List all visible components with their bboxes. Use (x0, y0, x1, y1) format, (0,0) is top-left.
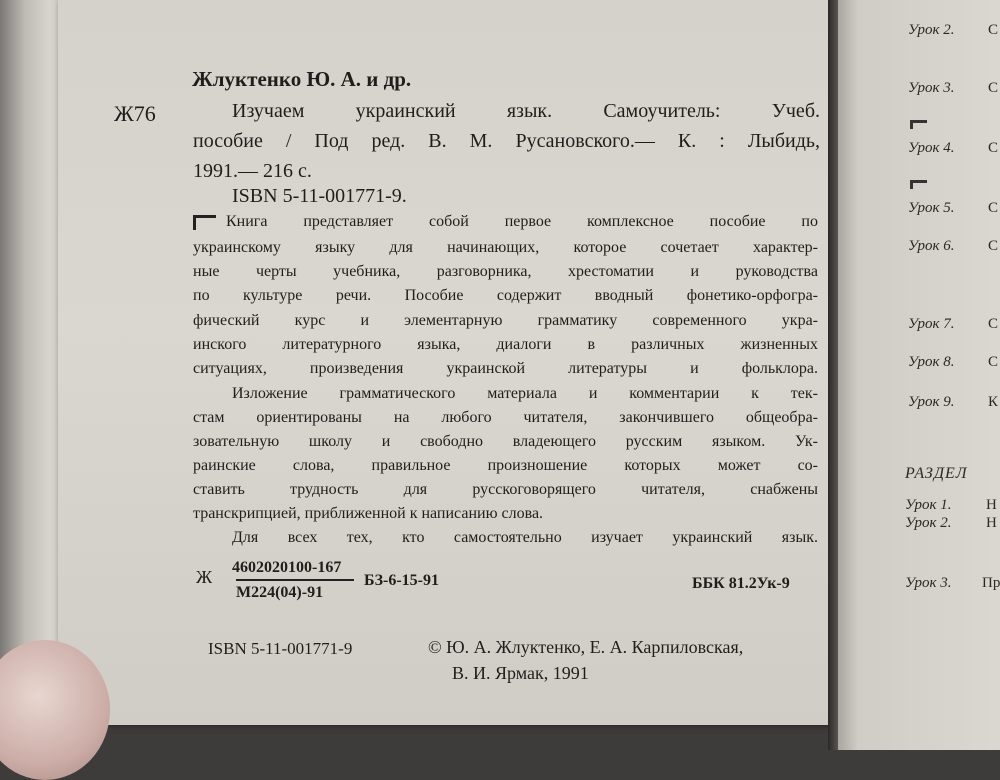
copyright-line-2: В. И. Ярмак, 1991 (452, 663, 589, 683)
annotation-line-6: инского литературного языка, диалоги в различных жизненных (193, 336, 818, 353)
toc-lesson: Урок 6. (908, 238, 955, 254)
toc-fragment: С (988, 22, 999, 38)
toc-fragment: С (988, 354, 999, 370)
toc-fragment: С (988, 316, 999, 332)
title-line-1: Изучаем украинский язык. Самоучитель: Учеб. (232, 100, 820, 122)
annotation-line-13: транскрипцией, приближенной к написанию слова. (193, 505, 544, 522)
table-of-contents-page (838, 0, 1000, 750)
index-numerator: 4602020100-167 (232, 559, 342, 576)
paragraph-mark-icon (910, 180, 927, 189)
annotation-line-4: по культуре речи. Пособие содержит вводный фонетико-орфогра- (193, 287, 818, 304)
toc-lesson: Урок 9. (908, 394, 955, 410)
index-prefix: Ж (196, 567, 213, 587)
toc-fragment: Пр (982, 575, 1000, 591)
toc-lesson: Урок 2. (908, 22, 955, 38)
toc-fragment: К (988, 394, 999, 410)
annotation-line-12: ставить трудность для русскоговорящего читателя, снабжены (193, 481, 818, 498)
toc-fragment: С (988, 80, 999, 96)
toc-lesson: Урок 3. (905, 575, 952, 591)
toc-section-heading: РАЗДЕЛ (905, 465, 968, 482)
title-line-3: 1991.— 216 с. (193, 160, 312, 182)
annotation-line-11: раинские слова, правильное произношение которых может со- (193, 457, 818, 474)
annotation-line-14: Для всех тех, кто самостоятельно изучает украинский язык. (232, 529, 818, 546)
catalog-code: Ж76 (114, 101, 156, 126)
author-header: Жлуктенко Ю. А. и др. (192, 67, 412, 91)
paragraph-mark-icon (193, 215, 216, 230)
toc-lesson: Урок 8. (908, 354, 955, 370)
toc-lesson: Урок 3. (908, 80, 955, 96)
toc-fragment: Н (986, 497, 997, 513)
toc-fragment: С (988, 140, 999, 156)
annotation-line-1: Книга представляет собой первое комплексное пособие по (193, 211, 818, 233)
isbn-top: ISBN 5-11-001771-9. (232, 185, 407, 207)
toc-lesson: Урок 7. (908, 316, 955, 332)
index-denominator: M224(04)-91 (236, 584, 324, 601)
copyright-line-1: © Ю. А. Жлуктенко, Е. А. Карпиловская, (428, 637, 744, 657)
paragraph-mark-icon (910, 120, 927, 129)
toc-lesson: Урок 2. (905, 515, 952, 531)
annotation-line-7: ситуациях, произведения украинской литературы и фольклора. (193, 360, 818, 377)
title-line-2: пособие / Под ред. В. М. Русановского.— К. : Лыбидь, (193, 130, 820, 152)
annotation-line-3: ные черты учебника, разговорника, хрестоматии и руководства (193, 263, 818, 280)
toc-lesson: Урок 4. (908, 140, 955, 156)
toc-fragment: С (988, 238, 999, 254)
annotation-line-10: зовательную школу и свободно владеющего русским языком. Ук- (193, 433, 818, 450)
bbk-code: ББК 81.2Ук-9 (692, 575, 790, 592)
annotation-line-8: Изложение грамматического материала и комментарии к тек- (232, 385, 818, 402)
annotation-line-5: фический курс и элементарную грамматику современного укра- (193, 312, 818, 329)
index-code: БЗ-6-15-91 (364, 572, 440, 589)
toc-fragment: Н (986, 515, 997, 531)
annotation-line-2: украинскому языку для начинающих, которое сочетает характер- (193, 239, 818, 256)
toc-fragment: С (988, 200, 999, 216)
toc-lesson: Урок 5. (908, 200, 955, 216)
annotation-line-9: стам ориентированы на любого читателя, закончившего общеобра- (193, 409, 818, 426)
isbn-bottom: ISBN 5-11-001771-9 (208, 639, 353, 658)
fraction-line (236, 579, 354, 581)
toc-lesson: Урок 1. (905, 497, 952, 513)
